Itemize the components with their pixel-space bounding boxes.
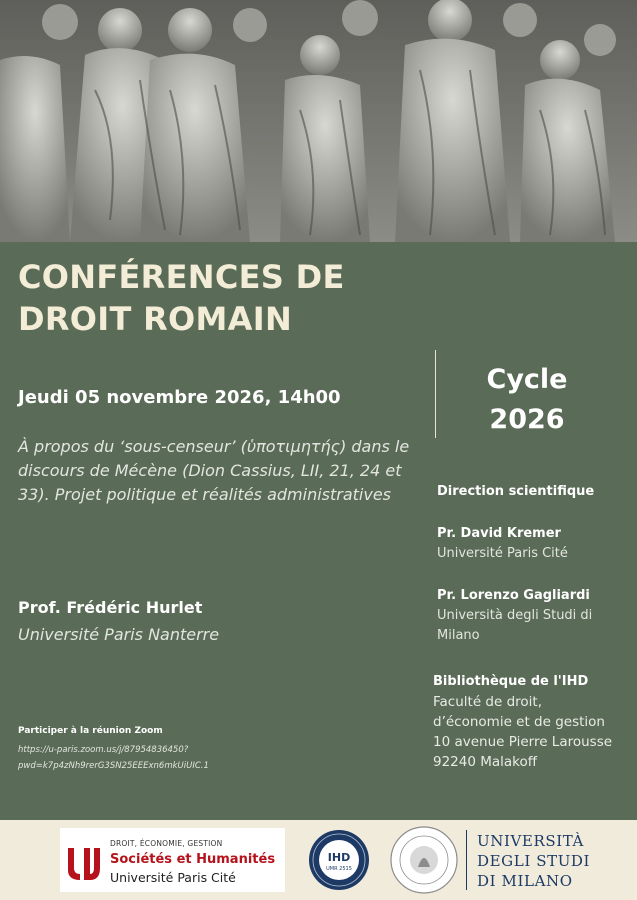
zoom-link[interactable]: https://u-paris.zoom.us/j/87954836450?pwd=k7p4zNh9rerG3SN25EEExn6mkUiUIC.1 bbox=[18, 745, 209, 771]
ihd-center: IHD bbox=[327, 851, 351, 864]
scp-big-text: Sociétés et Humanités bbox=[110, 852, 276, 867]
venue-line: 10 avenue Pierre Larousse bbox=[433, 734, 613, 750]
director-affiliation: Université Paris Cité bbox=[437, 546, 568, 561]
director-name: Pr. David Kremer bbox=[437, 526, 561, 541]
venue-block bbox=[433, 672, 633, 772]
talk-title: À propos du ‘sous-censeur’ (ὑποτιμητής) dans le discours de Mécène (Dion Cassius, LII, 21, 24 et 33). Projet politique et réalités administratives bbox=[18, 437, 410, 504]
cycle-word: Cycle bbox=[486, 364, 568, 395]
milano-line: DI MILANO bbox=[477, 872, 573, 890]
milano-wordmark bbox=[477, 831, 590, 891]
venue-line: Faculté de droit, bbox=[433, 694, 543, 710]
director-1 bbox=[437, 524, 632, 564]
venue-line: 92240 Malakoff bbox=[433, 754, 538, 770]
director-2 bbox=[437, 586, 632, 646]
cycle-label bbox=[467, 360, 587, 440]
milano-line: DEGLI STUDI bbox=[477, 852, 591, 870]
zoom-heading: Participer à la réunion Zoom bbox=[18, 726, 163, 736]
director-name: Pr. Lorenzo Gagliardi bbox=[437, 588, 590, 603]
event-date: Jeudi 05 novembre 2026, 14h00 bbox=[18, 387, 341, 408]
relief-photo bbox=[0, 0, 637, 242]
vertical-divider bbox=[435, 350, 436, 438]
speaker-affiliation: Université Paris Nanterre bbox=[18, 625, 220, 644]
milano-seal-icon bbox=[388, 825, 460, 895]
title-line-2: DROIT ROMAIN bbox=[18, 300, 293, 338]
title-line-1: CONFÉRENCES DE bbox=[18, 258, 345, 296]
event-title bbox=[18, 256, 418, 340]
event-panel bbox=[0, 242, 637, 820]
venue-heading: Bibliothèque de l'IHD bbox=[433, 674, 589, 689]
direction-heading: Direction scientifique bbox=[437, 484, 595, 499]
cycle-year: 2026 bbox=[489, 404, 565, 435]
director-affiliation: Università degli Studi di Milano bbox=[437, 608, 593, 643]
societes-humanites-logo bbox=[60, 828, 285, 892]
ihd-sub: UMR 2515 bbox=[326, 866, 352, 872]
milano-divider bbox=[466, 830, 467, 890]
milano-line: UNIVERSITÀ bbox=[477, 832, 584, 850]
u-monogram-icon bbox=[64, 844, 106, 884]
ihd-seal-logo bbox=[306, 828, 372, 892]
venue-line: d’économie et de gestion bbox=[433, 714, 605, 730]
footer-logos bbox=[0, 820, 637, 900]
scp-small-text: DROIT, ÉCONOMIE, GESTION bbox=[110, 839, 223, 848]
speaker-name: Prof. Frédéric Hurlet bbox=[18, 598, 203, 617]
scp-university: Université Paris Cité bbox=[110, 870, 236, 885]
